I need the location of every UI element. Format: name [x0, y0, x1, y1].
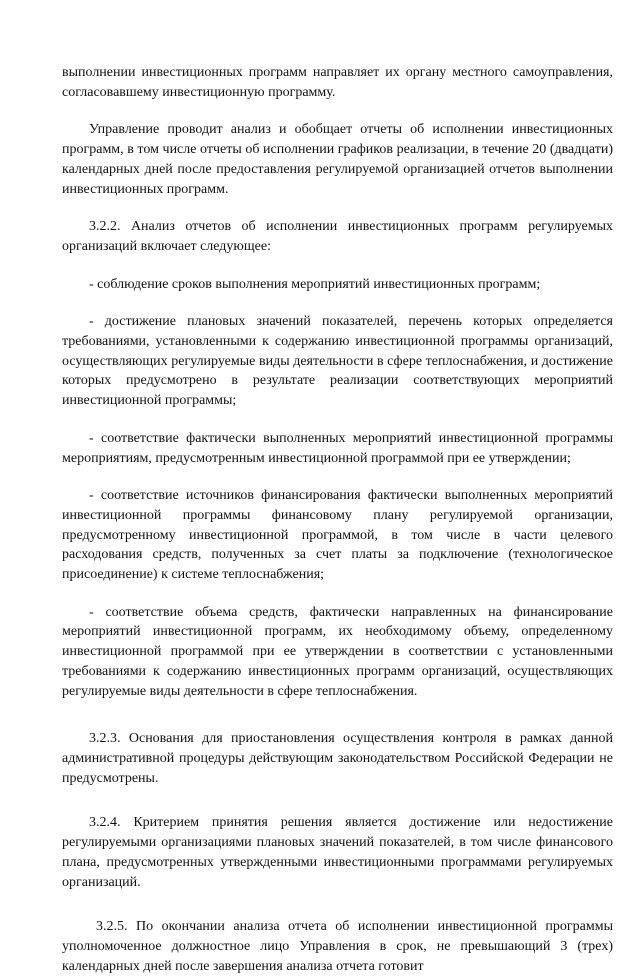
list-item-funding-sources: - соответствие источников финансирования фактически выполненных мероприятий инвестиционной программы финансовому плану регулируемой организации, предусмотренному инвестиционной программой, в том числе в части целевого расходования средств, полученных за счет платы за подключение (технологическое присоединение) к системе теплоснабжения; — [62, 488, 613, 583]
list-item-deadlines: - соблюдение сроков выполнения мероприятий инвестиционных программ; — [89, 276, 541, 292]
list-item-indicators: - достижение плановых значений показателей, перечень которых определяется требованиями, установленными к содержанию инвестиционной программы организаций, осуществляющих регулируемые виды деятельности в сфере теплоснабжения, и достижение которых предусмотрено в результате реализации соответствующих мероприятий инвестиционной программы; — [62, 314, 613, 409]
paragraph-3-2-3: 3.2.3. Основания для приостановления осуществления контроля в рамках данной административной процедуры действующим законодательством Российской Федерации не предусмотрены. — [62, 731, 613, 786]
paragraph-report-analysis: Управление проводит анализ и обобщает отчеты об исполнении инвестиционных программ, в том числе отчеты об исполнении графиков реализации, в течение 20 (двадцати) календарных дней после предоставления регулируемой организацией отчетов выполнении инвестиционных программ. — [62, 122, 613, 197]
paragraph-3-2-2: 3.2.2. Анализ отчетов об исполнении инвестиционных программ регулируемых организаций включает следующее: — [62, 219, 613, 254]
paragraph-3-2-4: 3.2.4. Критерием принятия решения является достижение или недостижение регулируемыми организациями плановых значений показателей, в том числе финансового плана, предусмотренных утвержденными инвестиционными программами регулируемых организаций. — [62, 815, 613, 890]
paragraph-continuation: выполнении инвестиционных программ направляет их органу местного самоуправления, согласовавшему инвестиционную программу. — [62, 65, 613, 100]
paragraph-3-2-5: 3.2.5. По окончании анализа отчета об исполнении инвестиционной программы уполномоченное должностное лицо Управления в срок, не превышающий 3 (трех) календарных дней после завершения анализа отчета готовит — [62, 919, 613, 974]
list-item-measures: - соответствие фактически выполненных мероприятий инвестиционной программы мероприятиям, предусмотренным инвестиционной программой при ее утверждении; — [62, 430, 613, 466]
list-item-funding-volume: - соответствие объема средств, фактически направленных на финансирование мероприятий инвестиционной программ, их необходимому объему, определенному инвестиционной программой при ее утверждении в соответствии с установленными требованиями к содержанию инвестиционных программ организаций, осуществляющих регулируемые виды деятельности в сфере теплоснабжения. — [62, 604, 613, 699]
